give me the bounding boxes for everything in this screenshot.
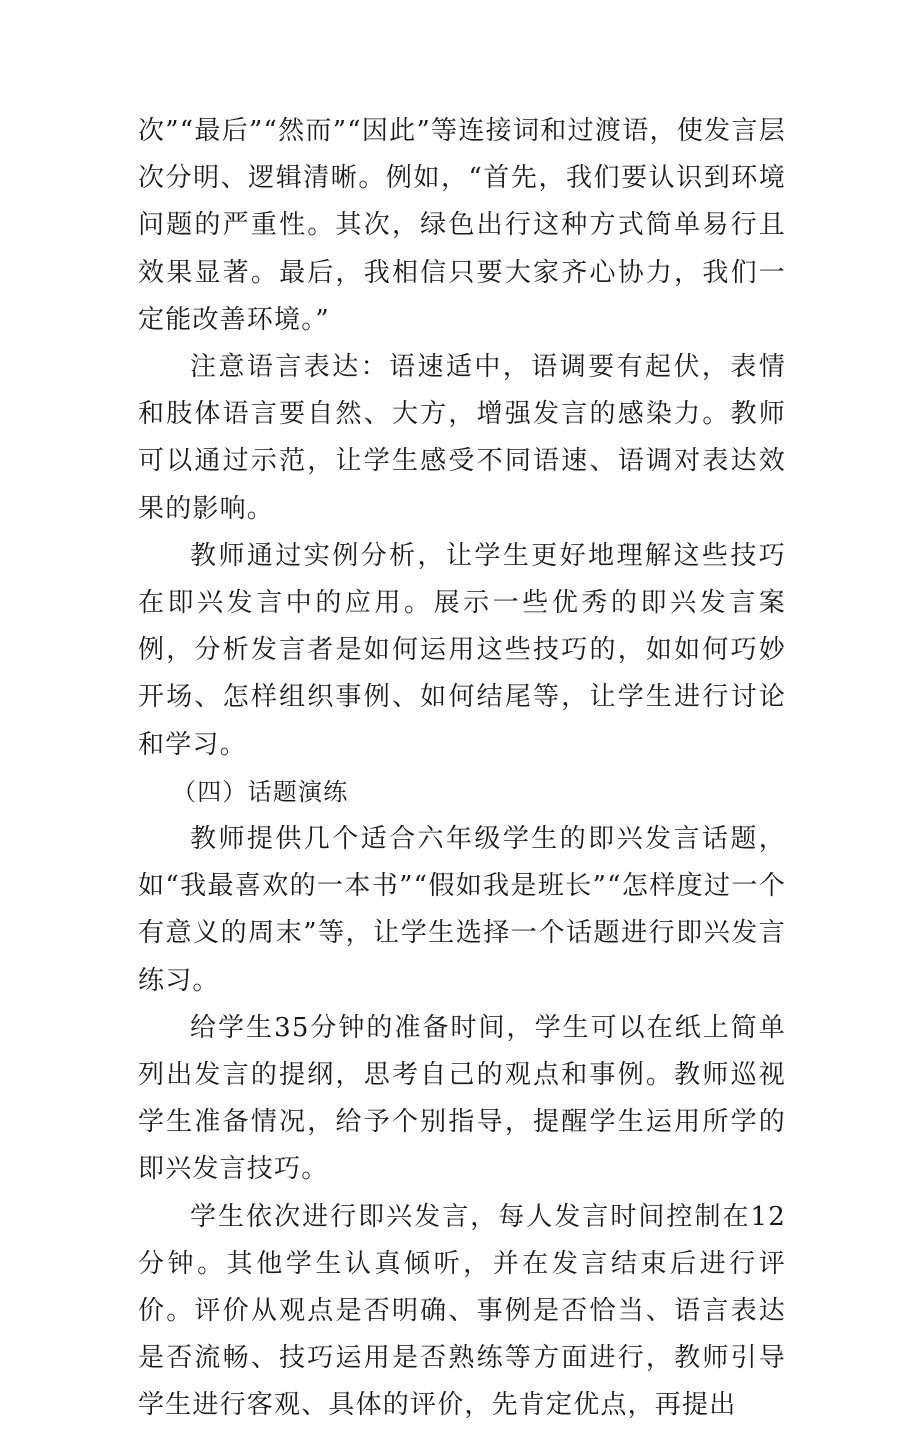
paragraph-example-analysis: 教师通过实例分析，让学生更好地理解这些技巧在即兴发言中的应用。展示一些优秀的即兴发言案例，分析发言者是如何运用这些技巧的，如如何巧妙开场、怎样组织事例、如何结尾等，让学生进行讨论和学习。 [138, 540, 786, 760]
paragraph-language-expression: 注意语言表达：语速适中，语调要有起伏，表情和肢体语言要自然、大方，增强发言的感染力。教师可以通过示范，让学生感受不同语速、语调对表达效果的影响。 [138, 352, 786, 524]
paragraph-speaking-evaluation: 学生依次进行即兴发言，每人发言时间控制在12分钟。其他学生认真倾听，并在发言结束后进行评价。评价从观点是否明确、事例是否恰当、语言表达是否流畅、技巧运用是否熟练等方面进行，教师引导学生进行客观、具体的评价，先肯定优点，再提出 [138, 1201, 786, 1421]
paragraph-preparation: 给学生35分钟的准备时间，学生可以在纸上简单列出发言的提纲，思考自己的观点和事例。教师巡视学生准备情况，给予个别指导，提醒学生运用所学的即兴发言技巧。 [138, 1012, 786, 1185]
document-body [138, 108, 786, 1430]
paragraph-topics: 教师提供几个适合六年级学生的即兴发言话题，如“我最喜欢的一本书”“假如我是班长”“怎样度过一个有意义的周末”等，让学生选择一个话题进行即兴发言练习。 [138, 824, 786, 996]
section-heading: （四）话题演练 [172, 777, 349, 806]
paragraph-connectives: 次”“最后”“然而”“因此”等连接词和过渡语，使发言层次分明、逻辑清晰。例如，“首先，我们要认识到环境问题的严重性。其次，绿色出行这种方式简单易行且效果显著。最后，我相信只要大家齐心协力，我们一定能改善环境。” [138, 116, 786, 335]
